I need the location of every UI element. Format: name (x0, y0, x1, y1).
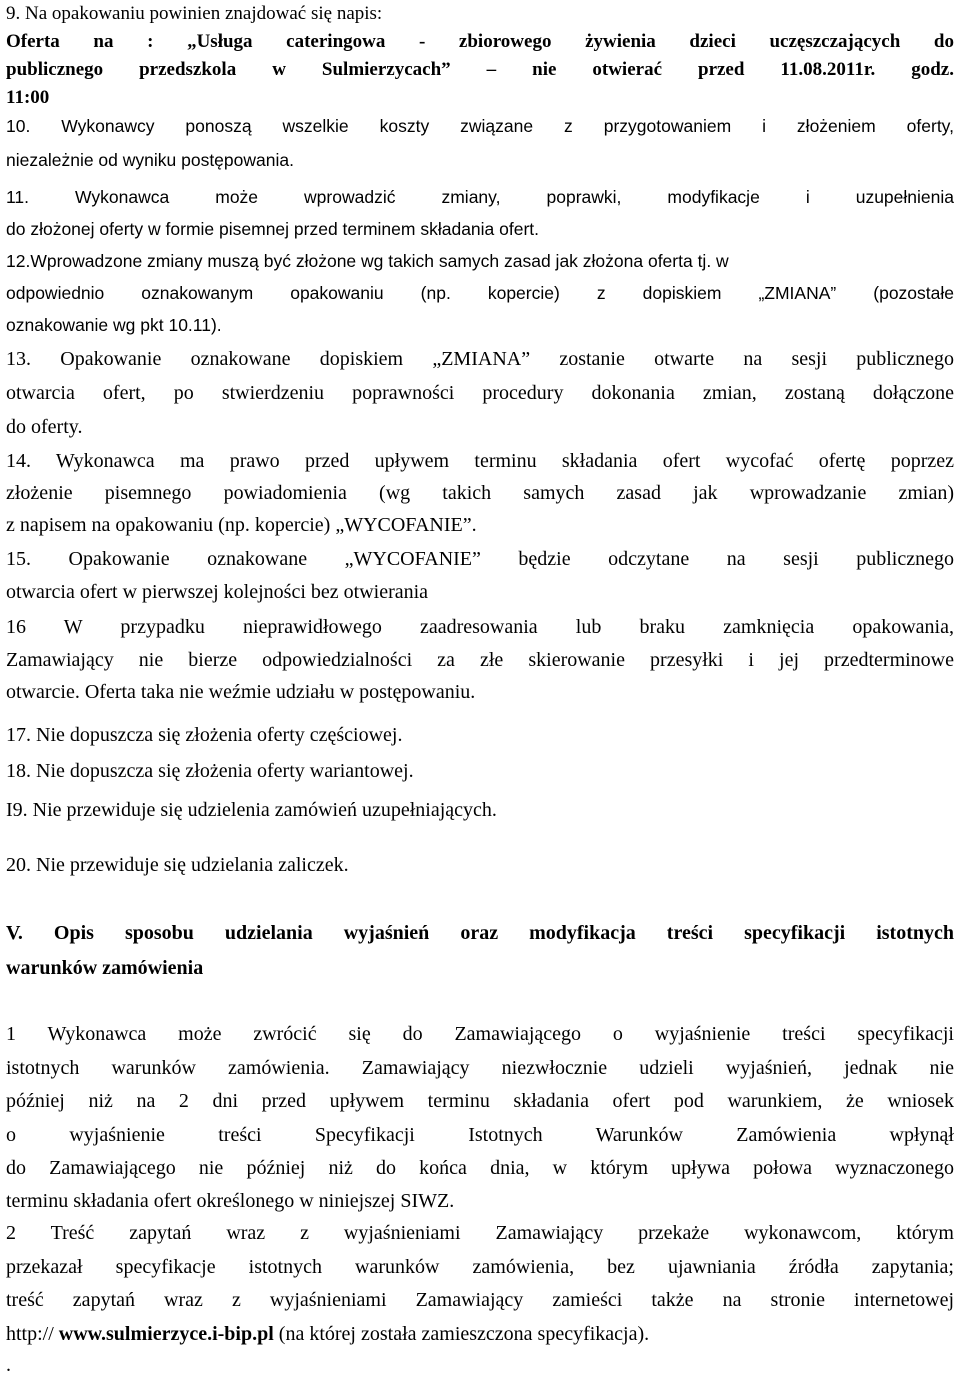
text-line: Oferta na : „Usługa cateringowa - zbiorowego żywienia dzieci uczęszczających do (6, 31, 954, 52)
text-line: 1 Wykonawca może zwrócić się do Zamawiającego o wyjaśnienie treści specyfikacji (6, 1023, 954, 1045)
text-line: złożenie pisemnego powiadomienia (wg takich samych zasad jak wprowadzanie zmian) (6, 482, 954, 504)
trailing-dot: . (6, 1354, 11, 1376)
text-line: do złożonej oferty w formie pisemnej przed terminem składania ofert. (6, 219, 540, 239)
text-line: przekazał specyfikacje istotnych warunków zamówienia, bez ujawniania źródła zapytania; (6, 1256, 954, 1278)
text-line: publicznego przedszkola w Sulmierzycach” – nie otwierać przed 11.08.2011r. godz. (6, 59, 954, 80)
text-line: z napisem na opakowaniu (np. kopercie) „WYCOFANIE”. (6, 514, 477, 536)
website-link[interactable]: www.sulmierzyce.i-bip.pl (58, 1323, 274, 1345)
text-line: otwarcia ofert, po stwierdzeniu poprawności procedury dokonania zmian, zostaną dołączone (6, 382, 954, 404)
text-line: 14. Wykonawca ma prawo przed upływem terminu składania ofert wycofać ofertę poprzez (6, 450, 954, 472)
text-line: później niż na 2 dni przed upływem terminu składania ofert pod warunkiem, że wniosek (6, 1090, 954, 1112)
url-prefix: http:// (6, 1323, 59, 1345)
text-line: 10. Wykonawcy ponoszą wszelkie koszty związane z przygotowaniem i złożeniem oferty, (6, 116, 954, 136)
text-line: istotnych warunków zamówienia. Zamawiający niezwłocznie udzieli wyjaśnień, jednak nie (6, 1057, 954, 1079)
text-line: do oferty. (6, 416, 83, 438)
text-line: 15. Opakowanie oznakowane „WYCOFANIE” będzie odczytane na sesji publicznego (6, 548, 954, 570)
text-line: 9. Na opakowaniu powinien znajdować się napis: (6, 3, 383, 24)
text-line: otwarcia ofert w pierwszej kolejności bez otwierania (6, 581, 429, 603)
text-line: terminu składania ofert określonego w niniejszej SIWZ. (6, 1190, 455, 1212)
text-line: 20. Nie przewiduje się udzielania zaliczek. (6, 854, 349, 876)
text-line: niezależnie od wyniku postępowania. (6, 150, 294, 170)
text-line: o wyjaśnienie treści Specyfikacji Istotnych Warunków Zamówienia wpłynął (6, 1124, 954, 1146)
text-line: 17. Nie dopuszcza się złożenia oferty częściowej. (6, 724, 403, 746)
text-line: I9. Nie przewiduje się udzielenia zamówień uzupełniających. (6, 799, 497, 821)
text-line: 12.Wprowadzone zmiany muszą być złożone wg takich samych zasad jak złożona oferta tj. w (6, 251, 729, 271)
text-line (6, 1320, 954, 1348)
text-line: 16 W przypadku nieprawidłowego zaadresowania lub braku zamknięcia opakowania, (6, 616, 954, 638)
section-heading: warunków zamówienia (6, 957, 204, 979)
text-line: 13. Opakowanie oznakowane dopiskiem „ZMIANA” zostanie otwarte na sesji publicznego (6, 348, 954, 370)
text-line: do Zamawiającego nie później niż do końca dnia, w którym upływa połowa wyznaczonego (6, 1157, 954, 1179)
text-line: 11. Wykonawca może wprowadzić zmiany, poprawki, modyfikacje i uzupełnienia (6, 187, 954, 207)
url-suffix: (na której została zamieszczona specyfikacja). (273, 1323, 650, 1345)
text-line: Zamawiający nie bierze odpowiedzialności za złe skierowanie przesyłki i jej przedterminowe (6, 649, 954, 671)
text-line: 18. Nie dopuszcza się złożenia oferty wariantowej. (6, 760, 414, 782)
text-line: otwarcie. Oferta taka nie weźmie udziału w postępowaniu. (6, 681, 476, 703)
section-heading: V. Opis sposobu udzielania wyjaśnień oraz modyfikacja treści specyfikacji istotnych (6, 922, 954, 944)
text-line: 2 Treść zapytań wraz z wyjaśnieniami Zamawiający przekaże wykonawcom, którym (6, 1222, 954, 1244)
text-line: 11:00 (6, 87, 50, 108)
text-line: odpowiednio oznakowanym opakowaniu (np. kopercie) z dopiskiem „ZMIANA” (pozostałe (6, 283, 954, 303)
text-line: treść zapytań wraz z wyjaśnieniami Zamawiający zamieści także na stronie internetowej (6, 1289, 954, 1311)
text-line: oznakowanie wg pkt 10.11). (6, 315, 222, 335)
